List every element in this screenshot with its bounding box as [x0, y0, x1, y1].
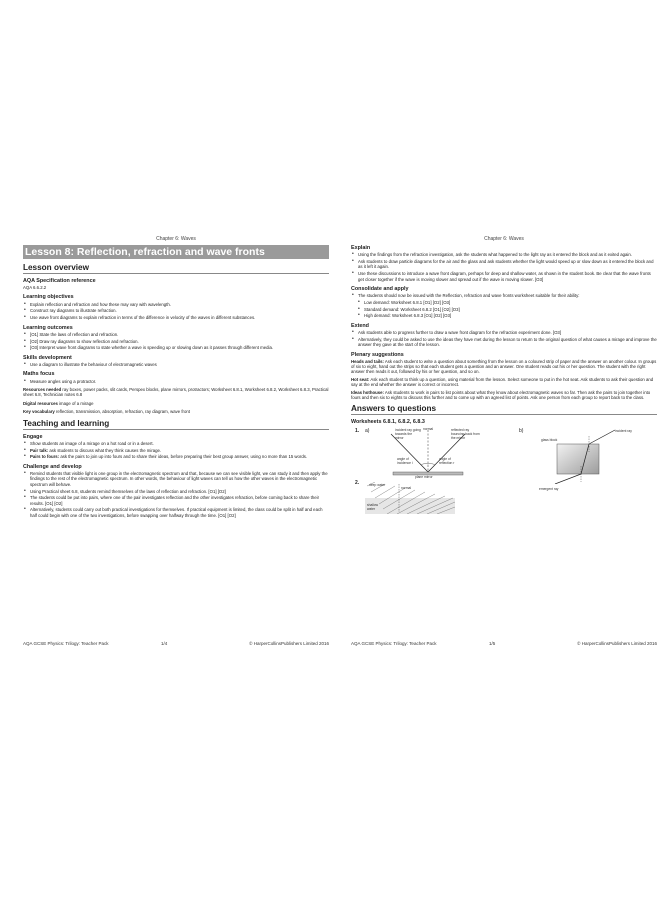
answers-diagram [351, 428, 657, 512]
explain-item: • Use these discussions to introduce a wave front diagram, perhaps for deep and shallow water, as shown in the student book. Be clear that the wave fronts get closer together if the wave is moving slower and spread out if the wave is moving slower. [O3] [351, 271, 657, 282]
engage-item-text: Show students an image of a mirage on a hot road or in a desert. [30, 440, 154, 446]
explain-heading: Explain [351, 245, 371, 251]
consolidate-list [351, 293, 657, 319]
lesson-title: Lesson 8: Reflection, refraction and wave fronts [23, 245, 329, 259]
challenge-item: • Alternatively, students could carry out both practical investigations for themselves. If practical equipment is limited, the class could be split in half and each half could begin with one of the two investigations, before swapping over halfway through the time. [O1] [O2] [23, 507, 329, 518]
plenary-bold: Hot seat: [351, 376, 370, 382]
objectives-heading: Learning objectives [23, 294, 74, 301]
footer-title: AQA GCSE Physics: Trilogy: Teacher Pack [23, 641, 109, 646]
plenary-text: Ask students to work in pairs to list points about what they know about electromagnetic waves so far. Then ask the pairs to join together into fours and then six to eights to discuss this further and to come up with an agreed list of points. Ask one person from each group to report back to the class. [351, 389, 651, 400]
plenary-paragraph [351, 359, 657, 375]
answers-heading: Answers to questions [351, 404, 657, 415]
page-header: Chapter 6: Waves [156, 236, 196, 242]
vocab-text: reflection, transmission, absorption, refraction, ray diagram, wave front [55, 409, 190, 415]
glass-block [557, 444, 599, 474]
worksheets-label: Worksheets 6.8.1, 6.8.2, 6.8.3 [351, 419, 425, 426]
angle-incidence-label: angle of incidence i [397, 457, 413, 466]
engage-list [23, 441, 329, 460]
challenge-item: • Remind students that visible light is one group in the electromagnetic spectrum and that, because we can see visible light, we can study it and then apply the findings to the rest of the electromagnetic spectrum. In other words, the behaviour of light waves can tell us how the other waves in the electromagnetic spectrum will behave. [23, 471, 329, 487]
right-page [351, 236, 657, 651]
footer-page-number: 1/5 [489, 641, 496, 646]
objective-item: • Use wave front diagrams to explain refraction in terms of the difference in velocity of the waves in different substances. [23, 315, 329, 320]
angle-reflection-label: angle of reflection r [439, 457, 455, 466]
explain-item: • Using the findings from the refraction investigation, ask the students what happened to the light ray as it entered the block and as it exited again. [351, 252, 657, 257]
emergent-ray [555, 474, 581, 484]
extend-item: • Ask students able to progress further to draw a wave front diagram for the refraction experiment done. [O3] [351, 330, 657, 335]
digital-line [23, 401, 329, 406]
plenary-paragraph [351, 390, 657, 401]
question-2-number: 2. [355, 480, 360, 487]
incident-ray-b-label: incident ray [615, 429, 632, 434]
consolidate-intro: • The students should now be issued with the Reflection, refraction and wave fronts worksheet suitable for their ability: [351, 293, 657, 298]
consolidate-heading: Consolidate and apply [351, 285, 409, 292]
emergent-ray-label: emergent ray [539, 487, 559, 492]
question-1-number: 1. [355, 428, 360, 435]
resources-label: Resources needed [23, 387, 62, 393]
page-footer [23, 641, 329, 647]
footer-copyright: © HarperCollinsPublishers Limited 2016 [249, 641, 329, 646]
engage-item-text: ask students to discuss what they think causes the mirage. [48, 447, 162, 453]
extend-item: • Alternatively, they could be asked to use the ideas they have met during the lesson to return to the original question of what causes a mirage and improve the answer they gave at the start of the lesson. [351, 337, 657, 348]
extend-list [351, 330, 657, 348]
angle-r-arc [428, 464, 435, 465]
skills-heading: Skills development [23, 354, 72, 361]
digital-text: image of a mirage [59, 400, 94, 406]
footer-page-number: 1/4 [161, 641, 168, 646]
consolidate-sub-item: • Low demand: Worksheet 6.8.1 [O1] [O2] [O3] [351, 300, 657, 305]
plane-mirror-label: plane mirror [415, 475, 433, 480]
glass-block-label: glass block [541, 438, 558, 443]
vocab-label: Key vocabulary [23, 409, 55, 415]
challenge-item: • The students could be put into pairs, where one of the pair investigates reflection and the other investigates refraction, before coming back to share their results. [O1] [O2] [23, 495, 329, 506]
outcome-item: • [O1] State the laws of reflection and refraction. [23, 332, 329, 337]
engage-item-bold: Pair talk: [30, 447, 49, 453]
maths-list [23, 379, 329, 384]
left-page [23, 236, 329, 651]
normal-2-label: normal [401, 486, 412, 491]
digital-label: Digital resources [23, 400, 58, 406]
plenary-paragraph [351, 377, 657, 388]
outcomes-list [23, 332, 329, 351]
objectives-list [23, 302, 329, 321]
engage-heading: Engage [23, 433, 43, 440]
plenary-text: Ask each student to think up a question, using material from the lesson. Select someone to put in the hot seat. Ask students to ask their question and say at the end whether the answer is correct or incorrect. [351, 376, 654, 388]
refraction-diagram [537, 428, 649, 484]
reflected-ray-label: reflected ray bouncing back from the mirror [451, 428, 480, 440]
engage-item-text: ask the pairs to join up into fours and to share their ideas, before preparing their best group answer, using no more than 15 words. [59, 454, 308, 460]
explain-item: • Ask students to draw particle diagrams for the air and the glass and ask students whether the light would speed up or slow down as it entered the block and as it left it again. [351, 259, 657, 270]
spec-ref: AQA 6.6.2.2 [23, 285, 47, 290]
shallow-water-label: shallow water [367, 503, 378, 512]
outcome-item: • [O3] Interpret wave front diagrams to state whether a wave is speeding up or slowing down as it passes through different media. [23, 345, 329, 350]
engage-item [23, 441, 329, 446]
challenge-list [23, 471, 329, 518]
skill-item: • Use a diagram to illustrate the behaviour of electromagnetic waves [23, 362, 329, 367]
page-header: Chapter 6: Waves [484, 236, 524, 242]
outcomes-heading: Learning outcomes [23, 324, 73, 331]
overview-heading: Lesson overview [23, 263, 329, 274]
challenge-item: • Using Practical sheet 6.8, students remind themselves of the laws of reflection and refraction. [O1] [O2] [23, 489, 329, 494]
spec-heading: AQA Specification reference [23, 278, 96, 284]
page-footer [351, 641, 657, 647]
extend-heading: Extend [351, 322, 369, 329]
question-1b-label: b) [519, 428, 524, 435]
explain-list [351, 252, 657, 282]
question-1a-label: a) [365, 428, 370, 435]
resources-text: ray boxes, power packs, slit cards, Perspex blocks, plane mirrors, protractors; Worksheet 6.8.1, Worksheet 6.8.2, Worksheet 6.8.3, Practical sheet 6.8, Technician notes 6.8 [23, 387, 329, 398]
deep-water-label: deep water [369, 483, 386, 488]
footer-title: AQA GCSE Physics: Trilogy: Teacher Pack [351, 641, 437, 646]
engage-item [23, 448, 329, 453]
resources-line [23, 387, 329, 398]
challenge-heading: Challenge and develop [23, 463, 82, 470]
footer-copyright: © HarperCollinsPublishers Limited 2016 [577, 641, 657, 646]
plenary-text: Ask each student to write a question about something from the lesson on a coloured strip of paper and the answer on another colour. In groups of six to eight, hand out the strips so that each student gets a question and an answer. One student reads out his or her question. The student with the right answer then reads it out, followed by his or her question, and so on. [351, 358, 657, 375]
maths-heading: Maths focus [23, 371, 55, 378]
incident-ray-b [589, 430, 615, 444]
consolidate-sub-item: • High demand: Worksheet 6.8.3 [O1] [O2] [O3] [351, 313, 657, 318]
normal-label: normal [423, 427, 434, 432]
objective-item: • Explain reflection and refraction and how these may vary with wavelength. [23, 302, 329, 307]
vocab-line [23, 409, 329, 414]
incident-ray-label: incident ray going towards the mirror [395, 428, 421, 440]
plenary-bold: Ideas hothouse: [351, 389, 384, 395]
engage-item [23, 454, 329, 459]
maths-item: • Measure angles using a protractor. [23, 379, 329, 384]
objective-item: • Construct ray diagrams to illustrate refraction. [23, 308, 329, 313]
skills-list [23, 362, 329, 367]
angle-i-arc [421, 464, 428, 465]
teaching-heading: Teaching and learning [23, 419, 329, 430]
plenary-heading: Plenary suggestions [351, 351, 404, 358]
engage-item-bold: Pairs to fours: [30, 454, 60, 460]
outcome-item: • [O2] Draw ray diagrams to show reflection and refraction. [23, 339, 329, 344]
consolidate-sub-item: • Standard demand: Worksheet 6.8.2 [O1] [O2] [O3] [351, 307, 657, 312]
plenary-bold: Heads and tails: [351, 358, 384, 364]
